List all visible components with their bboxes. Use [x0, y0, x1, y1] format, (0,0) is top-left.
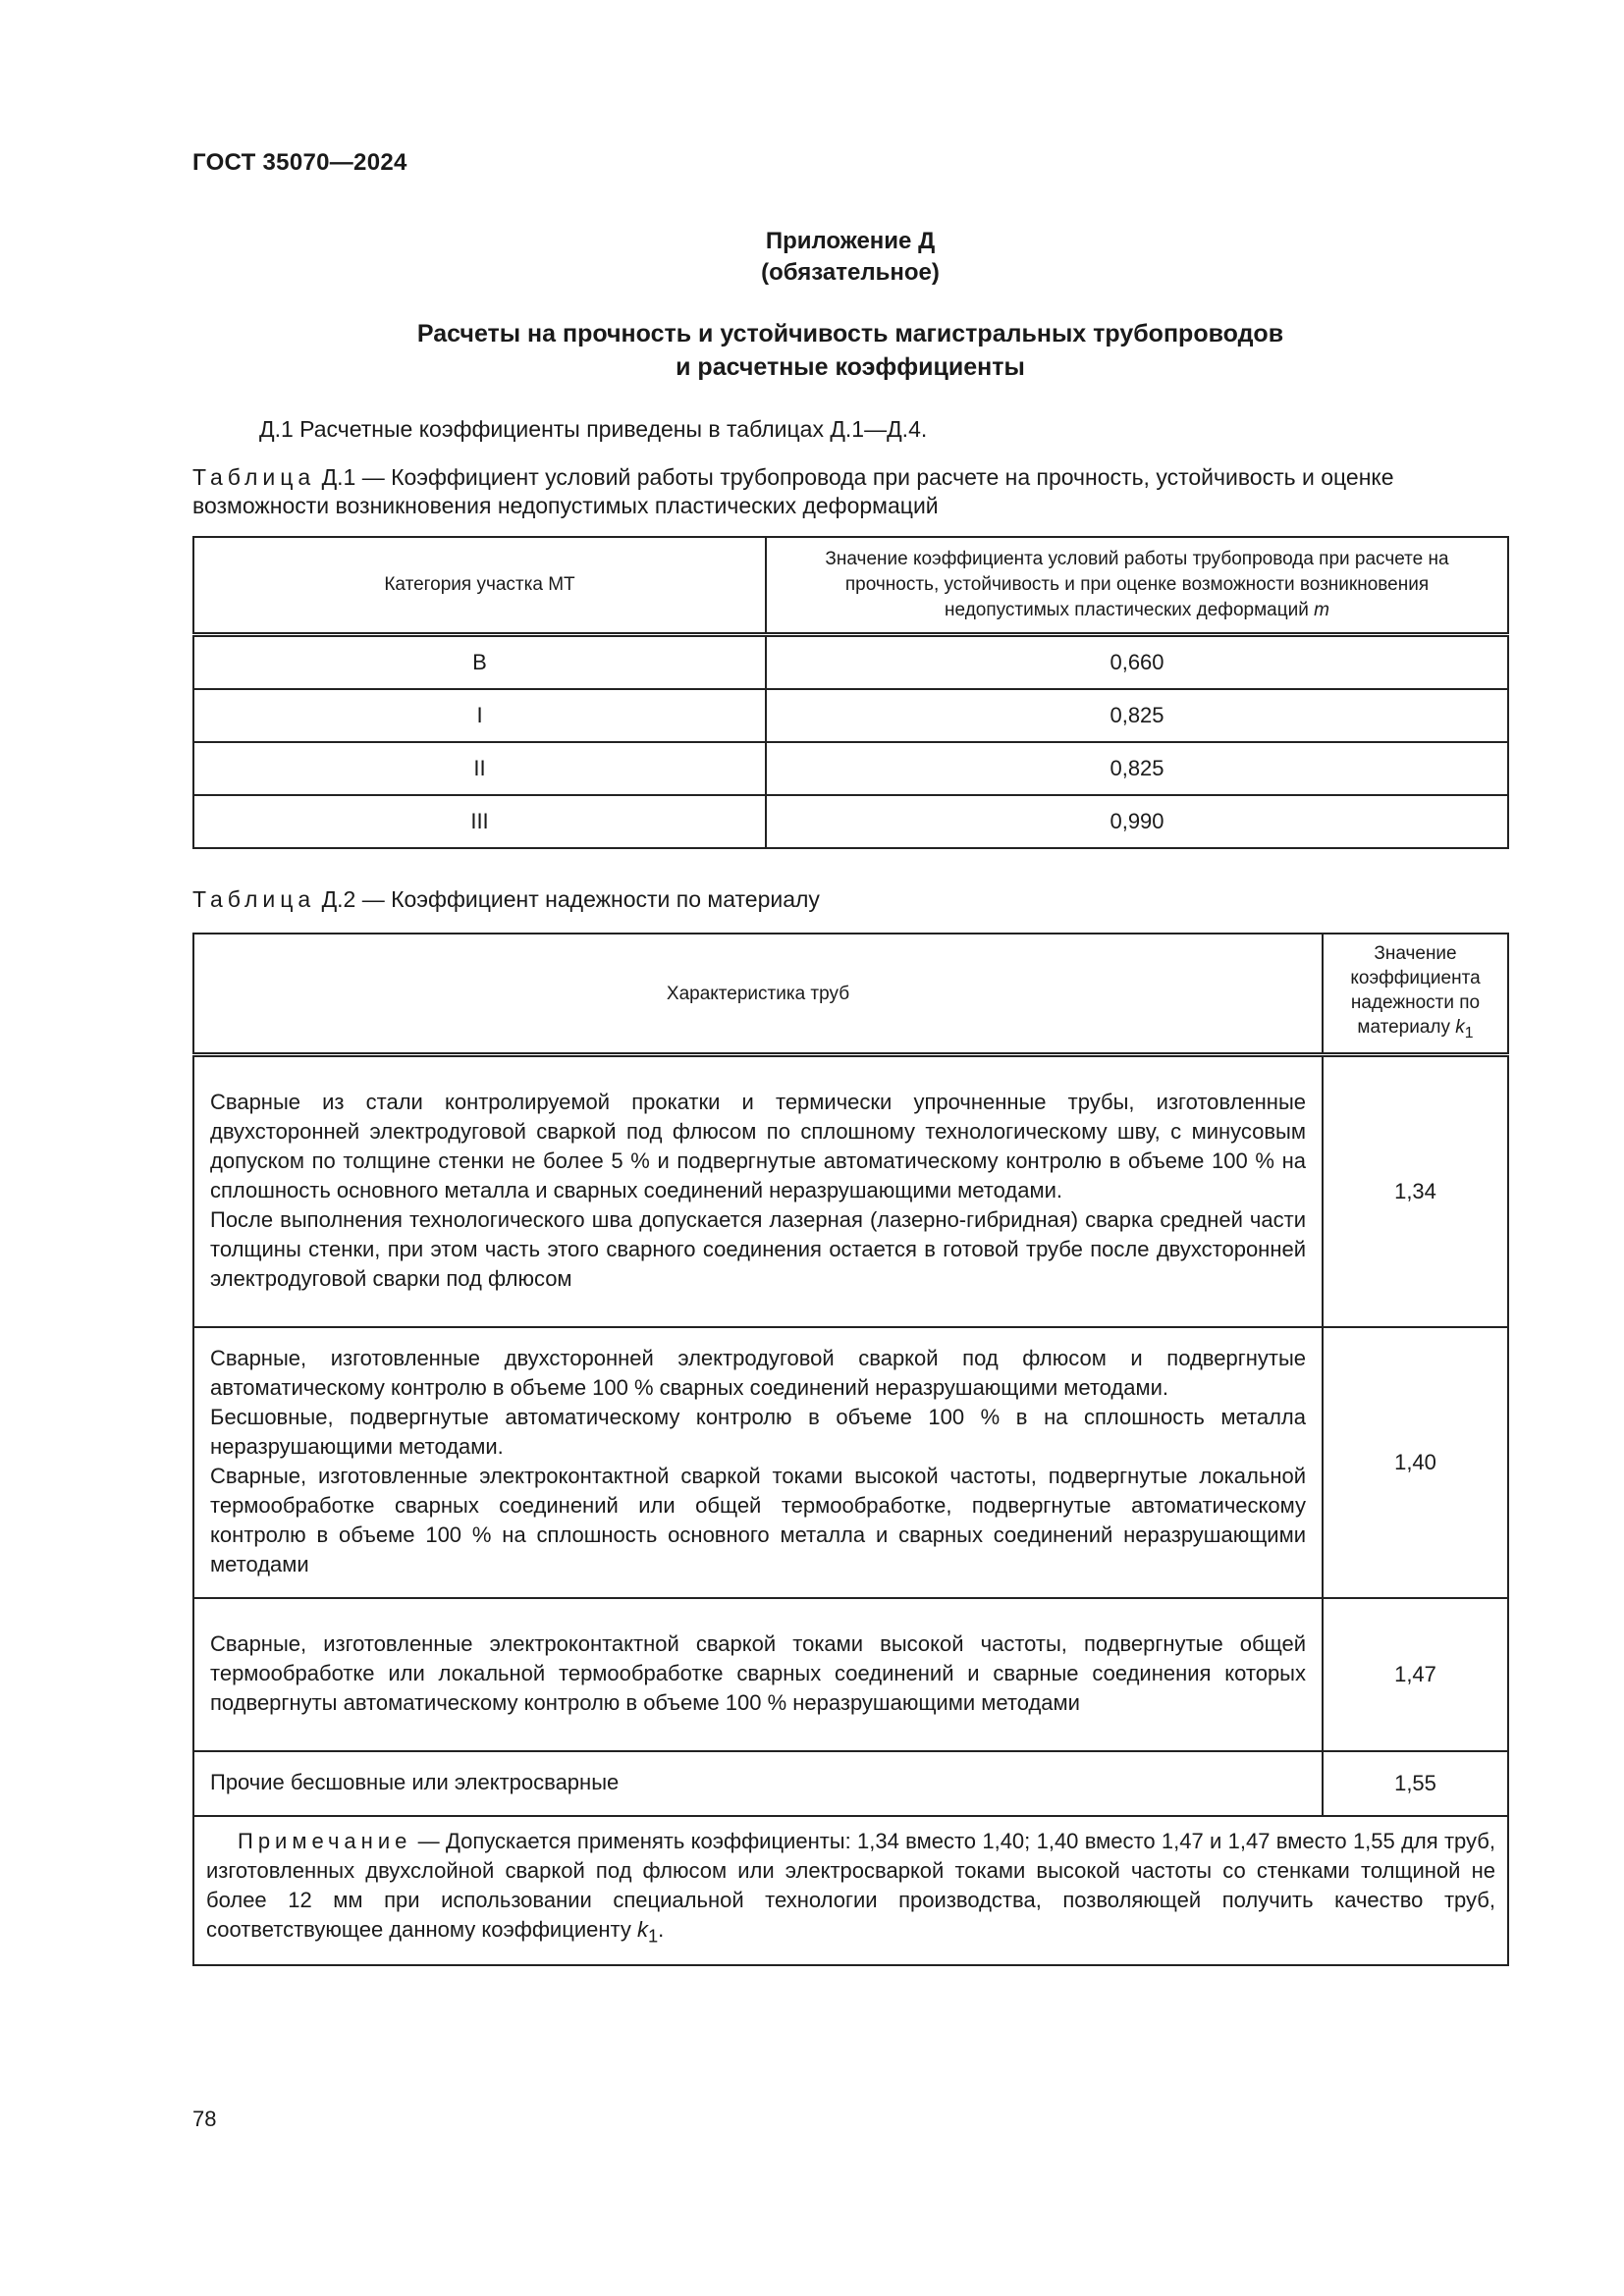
table2-note-row [193, 1816, 1508, 1965]
table1-caption-label: Таблица [192, 464, 316, 490]
document-code: ГОСТ 35070—2024 [192, 149, 407, 176]
table-row [193, 689, 1508, 742]
table1-caption [192, 463, 1513, 520]
table2-value-cell: 1,55 [1323, 1751, 1508, 1816]
table2-value-cell: 1,34 [1323, 1055, 1508, 1328]
table-row [193, 635, 1508, 690]
table1-category-cell: I [193, 689, 766, 742]
table2-header-value [1323, 934, 1508, 1055]
table1-header-symbol: m [1314, 600, 1329, 620]
table1-value-cell: 0,990 [766, 795, 1508, 848]
table2-row4-para1: Прочие бесшовные или электросварные [210, 1770, 620, 1794]
table-row [193, 1598, 1508, 1751]
table1-header-value [766, 537, 1508, 635]
table1-category-cell: II [193, 742, 766, 795]
table2-header-symbol: k [1455, 1017, 1465, 1039]
table2-header-value-text: Значение коэффициента надежности по материалу [1350, 943, 1481, 1039]
table2-row2-para2: Бесшовные, подвергнутые автоматическому контролю в объеме 100 % в на сплошность металла неразрушающими методами. [210, 1405, 1306, 1459]
table1-value-cell: 0,660 [766, 635, 1508, 690]
note-subscript: 1 [647, 1925, 659, 1947]
table-material-reliability-coefficient [192, 933, 1509, 1966]
table2-value-cell: 1,40 [1323, 1327, 1508, 1598]
table-row [193, 1327, 1508, 1598]
table-row [193, 1751, 1508, 1816]
table2-row2-para3: Сварные, изготовленные электроконтактной сваркой токами высокой частоты, подвергнутые локальной термообработке сварных соединений или общей термообработке, подвергнутые автоматическому контролю в объеме 100 % на сплошность основного металла и сварных соединений неразрушающими методами [210, 1464, 1306, 1576]
table2-characteristic-cell [193, 1327, 1323, 1598]
title-line-1: Расчеты на прочность и устойчивость магистральных трубопроводов [416, 320, 1284, 347]
table2-row1-para2: После выполнения технологического шва допускается лазерная (лазерно-гибридная) сварка средней части толщины стенки, при этом часть этого сварного соединения остается в готовой трубе после двухсторонней электродуговой сварки под флюсом [210, 1207, 1306, 1291]
table1-header-row [193, 537, 1508, 635]
table-row [193, 795, 1508, 848]
table2-header-row [193, 934, 1508, 1055]
annex-label: Приложение Д [765, 228, 936, 254]
table1-value-cell: 0,825 [766, 689, 1508, 742]
table1-caption-text: Д.1 — Коэффициент условий работы трубопровода при расчете на прочность, устойчивость и оценке возможности возникновения недопустимых пластических деформаций [192, 464, 1394, 518]
table2-caption [192, 885, 1513, 914]
table2-header-characteristics: Характеристика труб [193, 934, 1323, 1055]
annex-heading [192, 226, 1508, 289]
page-title [192, 317, 1508, 384]
table2-characteristic-cell [193, 1055, 1323, 1328]
table2-row1-para1: Сварные из стали контролируемой прокатки и термически упрочненные трубы, изготовленные двухсторонней электродуговой сваркой под флюсом по сплошному технологическому шву, с минусовым допуском по толщине стенки не более 5 % и подвергнутые автоматическому контролю в объеме 100 % на сплошность основного металла и сварных соединений неразрушающими методами. [210, 1090, 1306, 1202]
table2-header-subscript: 1 [1464, 1024, 1474, 1041]
table-row [193, 742, 1508, 795]
table2-row2-para1: Сварные, изготовленные двухсторонней электродуговой сваркой под флюсом и подвергнутые автоматическому контролю в объеме 100 % сварных соединений неразрушающими методами. [210, 1346, 1306, 1400]
table-work-conditions-coefficient [192, 536, 1509, 849]
note-text: — Допускается применять коэффициенты: 1,34 вместо 1,40; 1,40 вместо 1,47 и 1,47 вместо 1,55 для труб, изготовленных двухслойной сваркой под флюсом или электросваркой токами высокой частоты со стенками толщиной не более 12 мм при использовании специальной технологии производства, позволяющей получить качество труб, соответствующее данному коэффициенту [206, 1829, 1495, 1942]
table1-value-cell: 0,825 [766, 742, 1508, 795]
table2-row3-para1: Сварные, изготовленные электроконтактной сваркой токами высокой частоты, подвергнутые общей термообработке или локальной термообработке сварных соединений и сварные соединения которых подвергнуты автоматическому контролю в объеме 100 % неразрушающими методами [210, 1631, 1306, 1715]
title-line-2: и расчетные коэффициенты [676, 353, 1025, 381]
table2-value-cell: 1,47 [1323, 1598, 1508, 1751]
table1-category-cell: В [193, 635, 766, 690]
table2-note [193, 1816, 1508, 1965]
table2-characteristic-cell [193, 1751, 1323, 1816]
table2-caption-text: Д.2 — Коэффициент надежности по материалу [315, 886, 820, 912]
note-end: . [658, 1917, 665, 1942]
note-symbol: k [636, 1917, 648, 1942]
table1-category-cell: III [193, 795, 766, 848]
annex-status: (обязательное) [761, 259, 940, 286]
note-label: Примечание [238, 1829, 412, 1853]
table1-header-category: Категория участка МТ [193, 537, 766, 635]
intro-paragraph: Д.1 Расчетные коэффициенты приведены в таблицах Д.1—Д.4. [259, 416, 928, 442]
table2-caption-label: Таблица [192, 886, 316, 912]
table2-characteristic-cell [193, 1598, 1323, 1751]
page-number: 78 [192, 2107, 217, 2131]
table1-header-value-text: Значение коэффициента условий работы трубопровода при расчете на прочность, устойчивость и при оценке возможности возникновения недопустимых пластических деформаций [825, 549, 1449, 620]
table-row [193, 1055, 1508, 1328]
